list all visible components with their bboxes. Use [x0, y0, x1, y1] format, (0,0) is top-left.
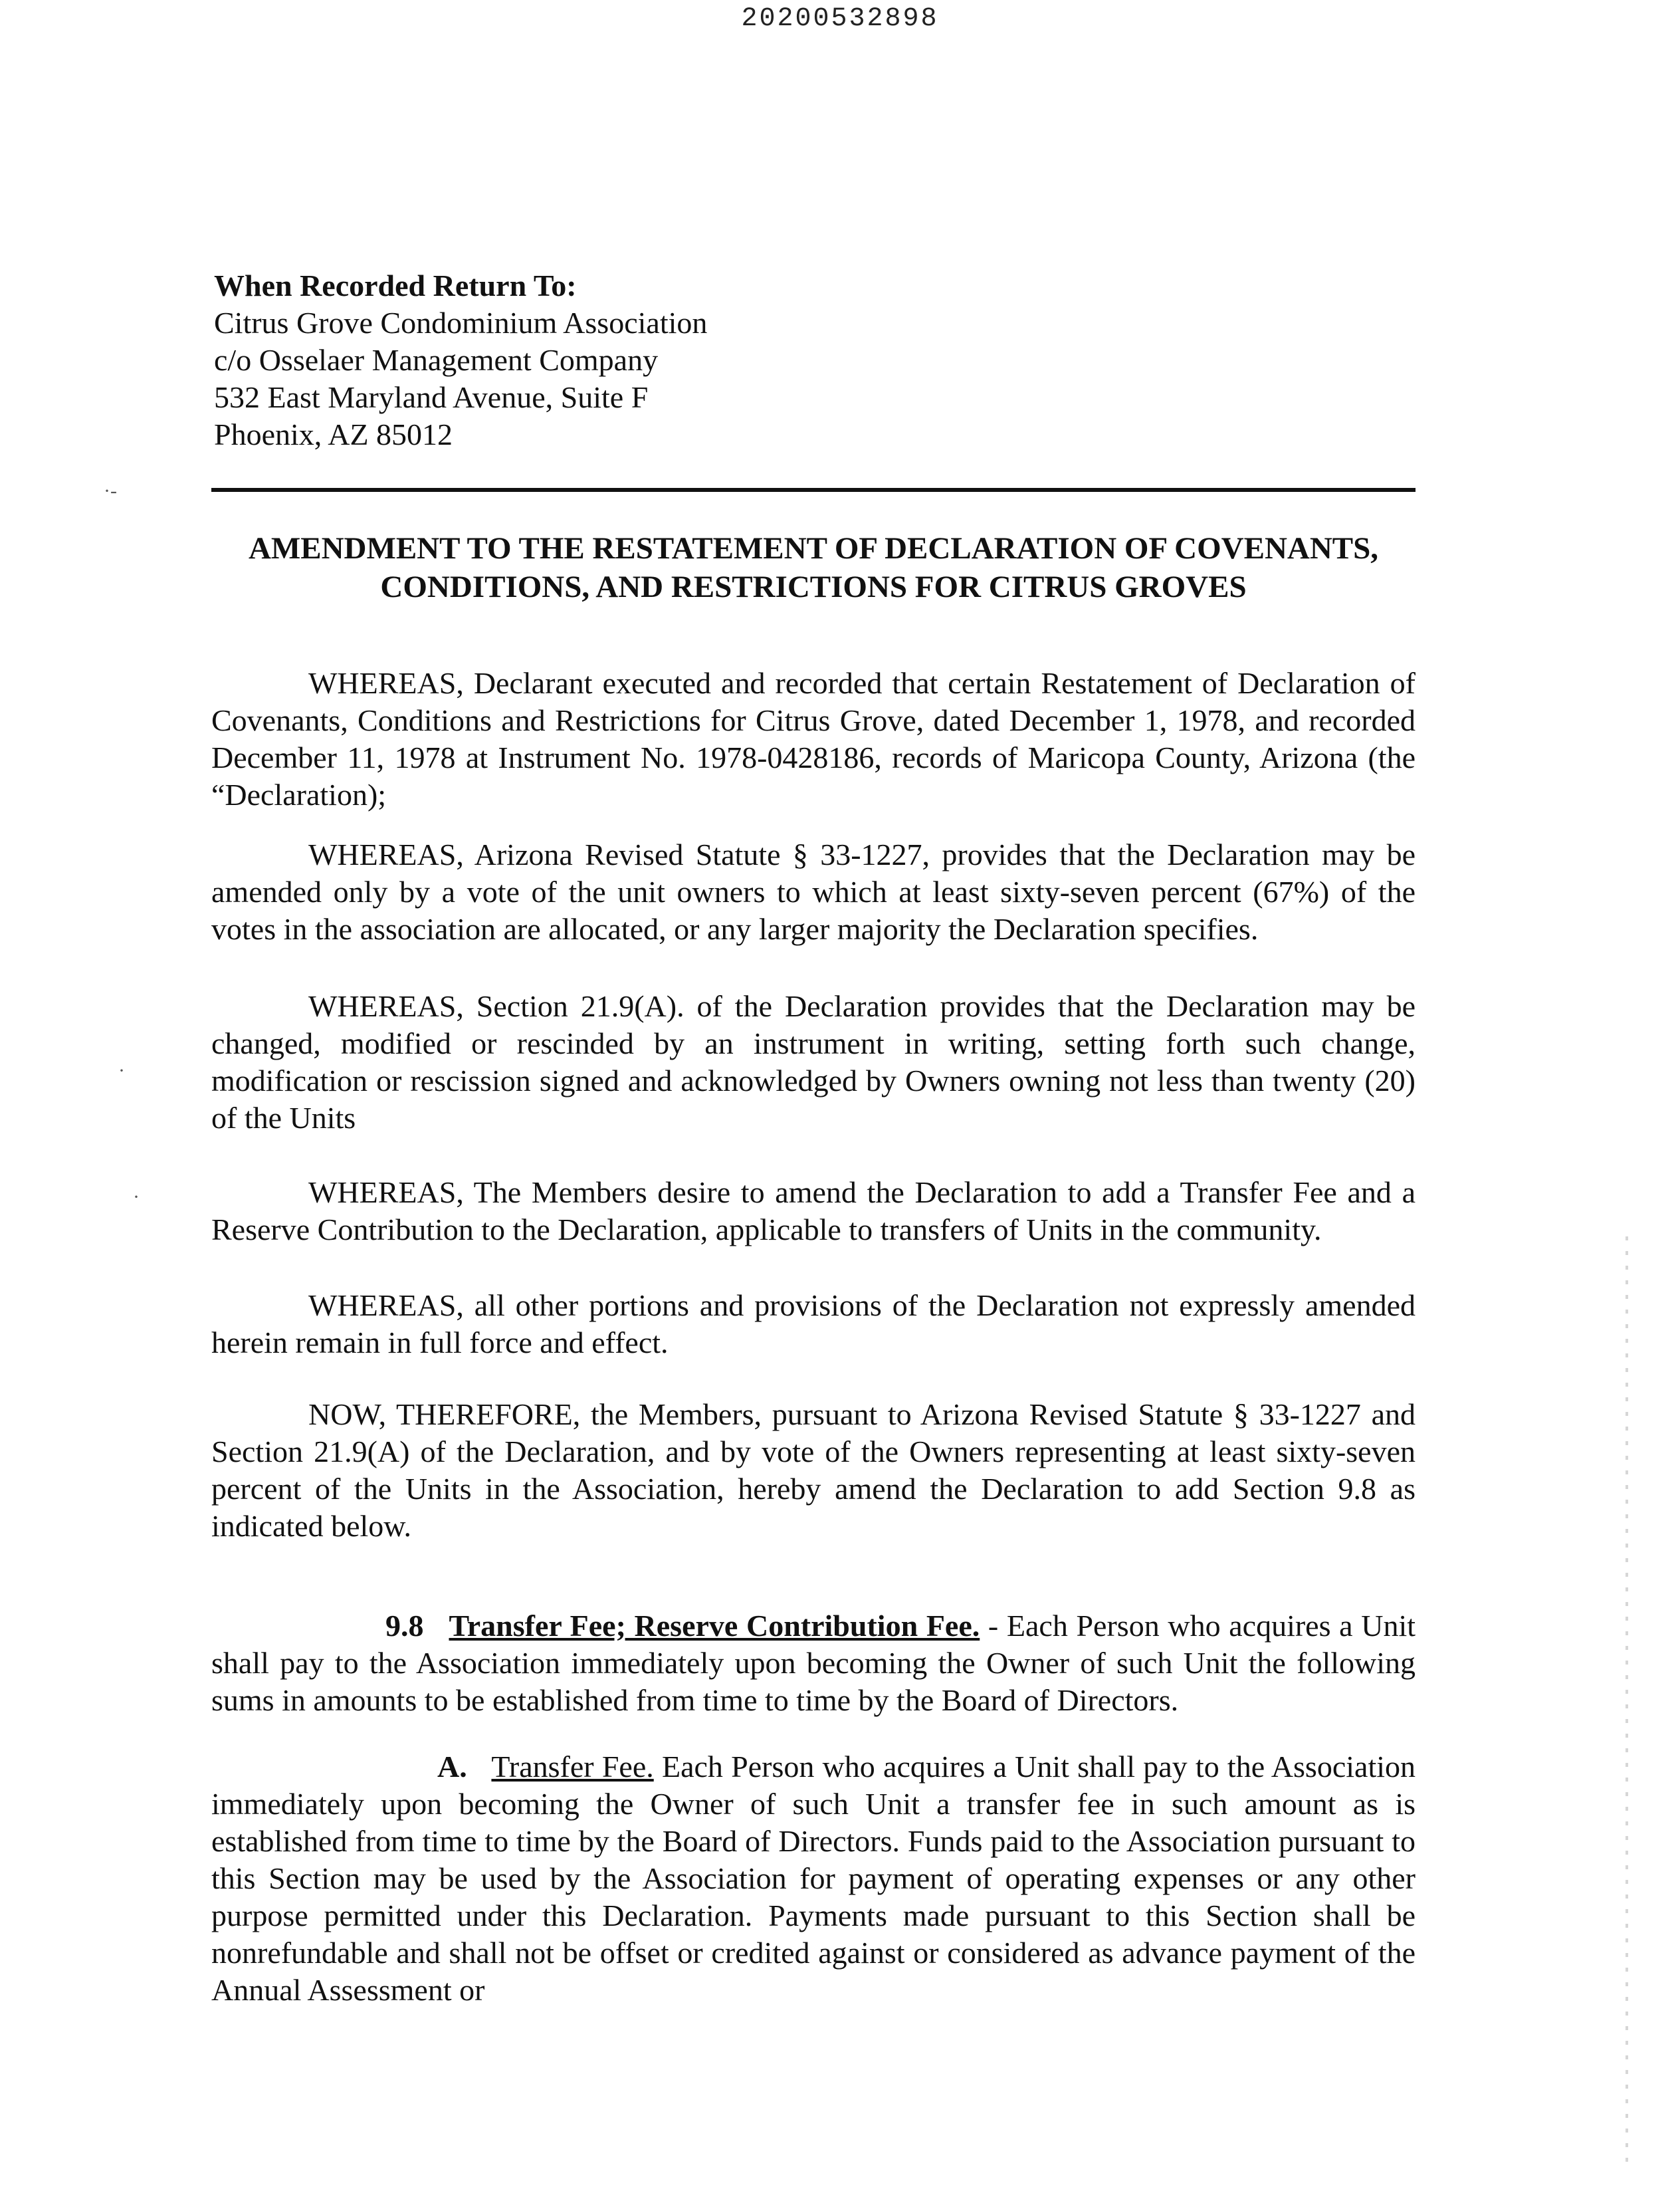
paragraph-text: NOW, THEREFORE, the Members, pursuant to Arizona Revised Statute § 33-1227 and Section 21.9(A) of the Declaration, and by vote of the Owners representing at least sixty-seven percent of the Units in the Association, hereby amend the Declaration to add Section 9.8 as indicated below.: [211, 1397, 1416, 1543]
scan-artifact-mark: ·: [133, 1186, 140, 1208]
return-address-line: 532 East Maryland Avenue, Suite F: [214, 380, 649, 414]
subsection-a-transfer-fee: [211, 1748, 1416, 2009]
whereas-paragraph-recording: [211, 665, 1416, 814]
title-line-1: AMENDMENT TO THE RESTATEMENT OF DECLARATION OF COVENANTS,: [248, 531, 1379, 566]
return-address-line: Phoenix, AZ 85012: [214, 417, 453, 451]
whereas-paragraph-other-provisions: [211, 1287, 1416, 1361]
whereas-paragraph-section-21-9: [211, 988, 1416, 1137]
section-number: 9.8: [385, 1609, 424, 1643]
now-therefore-paragraph: [211, 1396, 1416, 1545]
paragraph-text: WHEREAS, Section 21.9(A). of the Declaration provides that the Declaration may be changed, modified or rescinded by an instrument in writing, setting forth such change, modification or rescission signed and acknowledged by Owners owning not less than twenty (20) of the Units: [211, 989, 1416, 1135]
paragraph-text: WHEREAS, The Members desire to amend the Declaration to add a Transfer Fee and a Reserve Contribution to the Declaration, applicable to transfers of Units in the community.: [211, 1175, 1416, 1246]
return-address-line: Citrus Grove Condominium Association: [214, 306, 708, 340]
whereas-paragraph-members-desire: [211, 1174, 1416, 1248]
scan-artifact-mark: ·: [118, 1060, 125, 1082]
section-text: - Each Person who acquires a Unit shall pay to the Association immediately upon becoming the Owner of such Unit the following sums in amounts to be established from time to time by the Board of Directors.: [211, 1609, 1416, 1717]
paragraph-text: WHEREAS, all other portions and provisions of the Declaration not expressly amended herein remain in full force and effect.: [211, 1288, 1416, 1359]
horizontal-rule: [211, 488, 1416, 492]
paragraph-text: WHEREAS, Declarant executed and recorded that certain Restatement of Declaration of Covenants, Conditions and Restrictions for Citrus Grove, dated December 1, 1978, and recorded December 11, 1978 at Instrument No. 1978-0428186, records of Maricopa County, Arizona (the “Declaration);: [211, 666, 1416, 812]
paragraph-text: WHEREAS, Arizona Revised Statute § 33-1227, provides that the Declaration may be amended only by a vote of the unit owners to which at least sixty-seven percent (67%) of the votes in the association are allocated, or any larger majority the Declaration specifies.: [211, 838, 1416, 946]
return-address-line: c/o Osselaer Management Company: [214, 343, 659, 377]
return-address-block: [214, 267, 707, 453]
section-9-8: [211, 1607, 1416, 1719]
section-title: Transfer Fee; Reserve Contribution Fee.: [449, 1609, 980, 1643]
document-title: [211, 529, 1416, 606]
whereas-paragraph-statute: [211, 836, 1416, 948]
subsection-text: Each Person who acquires a Unit shall pay to the Association immediately upon becoming the Owner of such Unit a transfer fee in such amount as is established from time to time by the Board of Directors. Funds paid to the Association pursuant to this Section may be used by the Association for payment of operating expenses or any other purpose permitted under this Declaration. Payments made pursuant to this Section shall be nonrefundable and shall not be offset or credited against or considered as advance payment of the Annual Assessment or: [211, 1750, 1416, 2007]
scan-artifact-mark: ·-: [104, 480, 117, 502]
scan-edge-artifact: [1626, 1236, 1628, 2167]
return-address-heading: When Recorded Return To:: [214, 269, 577, 302]
subsection-title: Transfer Fee.: [491, 1750, 654, 1784]
recording-number: 20200532898: [741, 4, 939, 34]
title-line-2: CONDITIONS, AND RESTRICTIONS FOR CITRUS GROVES: [380, 570, 1247, 604]
subsection-label: A.: [437, 1750, 467, 1784]
